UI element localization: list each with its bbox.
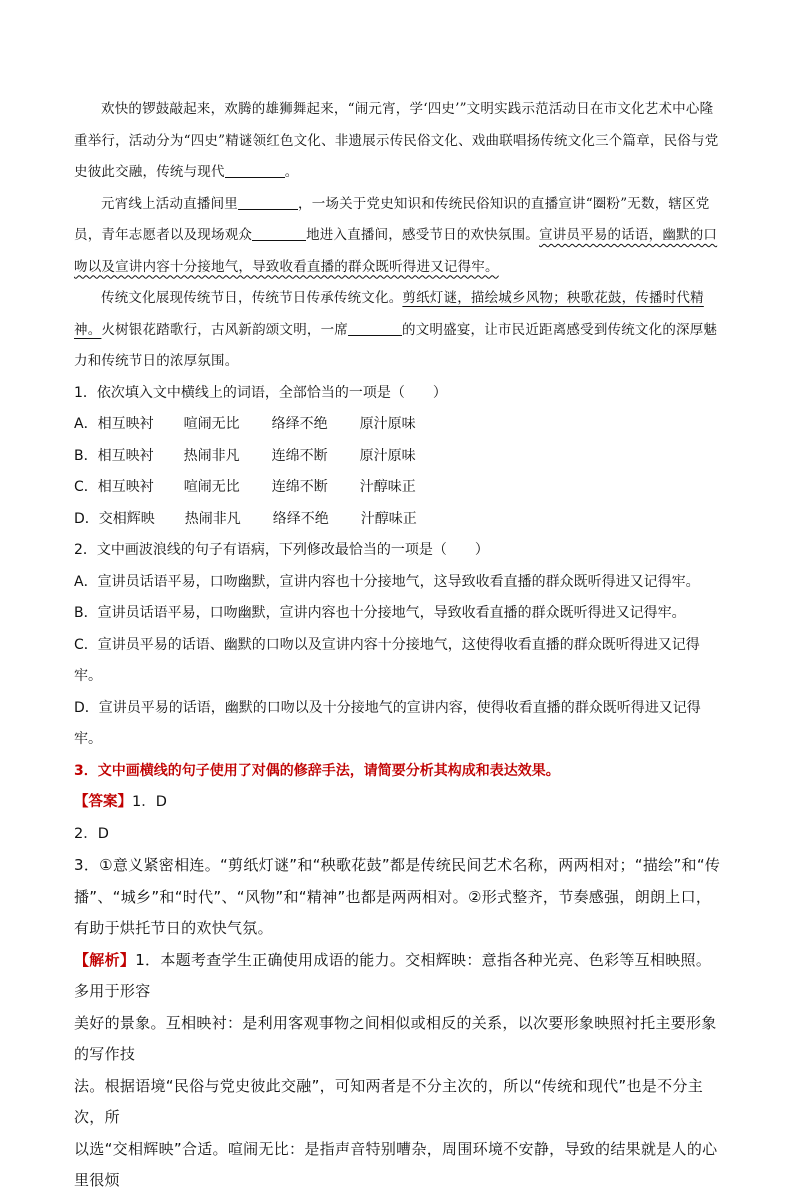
option-letter: C．: [74, 479, 98, 495]
question-2-stem: 2．文中画波浪线的句子有语病，下列修改最恰当的一项是（ ）: [74, 542, 489, 558]
answer-3-line-1: 3．①意义紧密相连。“剪纸灯谜”和“秧歌花鼓”都是传统民间艺术名称，两两相对；“描绘”和“传: [74, 856, 721, 874]
question-2-option-b: B．宣讲员话语平易，口吻幽默，宣讲内容也十分接地气，导致收看直播的群众既听得进又记得牢。: [74, 605, 686, 621]
passage-text: 传统文化展现传统节日，传统节日传承传统文化。: [101, 290, 403, 306]
option-word: 热闹非凡: [183, 447, 240, 464]
passage-text: 。: [284, 164, 299, 180]
document-page: [74, 94, 726, 1197]
analysis-line-3: 法。根据语境“民俗与党史彼此交融”，可知两者是不分主次的，所以“传统和现代”也是不分主次，所: [74, 1076, 703, 1126]
answer-3-line-2: 播”、“城乡”和“时代”、“风物”和“精神”也都是两两相对。②形式整齐，节奏感强，朗朗上口，: [74, 887, 712, 906]
passage-paragraph-2: [74, 189, 726, 284]
option-word: 汁醇味正: [360, 510, 417, 527]
passage-text: 火树银花踏歌行，古风新韵颂文明，一席: [101, 321, 349, 338]
question-3-stem: 3．文中画横线的句子使用了对偶的修辞手法，请简要分析其构成和表达效果。: [74, 762, 560, 779]
option-word: 相互映衬: [97, 416, 154, 432]
wavy-underlined-sentence: 宣讲员平易的话语，幽默的口吻以及宣讲内容十分接地气，导致收看直播的群众既听得进又记得牢。: [74, 227, 718, 275]
fill-blank-2: [238, 195, 298, 210]
question-1-options: [74, 409, 726, 535]
passage-text: 地进入直播间，感受节日的欢快氛围。: [306, 227, 540, 243]
option-word: 喧闹无比: [183, 479, 240, 495]
option-word: 连绵不断: [271, 447, 328, 464]
passage-text: 元宵线上活动直播间里: [101, 195, 238, 212]
option-letter: B．: [74, 447, 98, 464]
option-word: 相互映衬: [97, 447, 154, 464]
underlined-sentence: 剪纸灯谜，描绘城乡风物；秧歌花鼓，传播时代精神。: [74, 290, 704, 338]
analysis-tag: 【解析】: [74, 950, 136, 969]
passage-paragraph-1: [74, 94, 726, 189]
option-word: 相互映衬: [97, 479, 154, 495]
answer-section: [74, 787, 726, 945]
passage-text: 的文明盛宴，让市民近距离感受到传统文化的深厚魅力和传统节日的浓厚氛围。: [74, 321, 718, 369]
question-2-option-a: A．宣讲员话语平易，口吻幽默，宣讲内容也十分接地气，这导致收看直播的群众既听得进又记得牢。: [74, 573, 700, 590]
option-word: 原汁原味: [359, 447, 416, 464]
option-b: [74, 441, 726, 473]
answer-1: 1．D: [132, 794, 167, 810]
passage-text: ，一场关于党史知识和传统民俗知识的直播宣讲“圈粉”无数，辖区党员，青年志愿者以及现场观众: [74, 195, 710, 243]
option-a: [74, 409, 726, 441]
fill-blank-4: [348, 321, 402, 336]
option-c: [74, 472, 726, 504]
option-word: 络绎不绝: [271, 416, 328, 432]
question-1-stem: 1．依次填入文中横线上的词语，全部恰当的一项是（ ）: [74, 384, 447, 401]
option-word: 连绵不断: [271, 479, 328, 495]
option-d: [74, 504, 726, 536]
option-word: 喧闹无比: [183, 416, 240, 432]
option-letter: A．: [74, 416, 98, 432]
analysis-line-4: 以选“交相辉映”合适。喧闹无比：是指声音特别嘈杂，周围环境不安静，导致的结果就是人的心里很烦: [74, 1139, 718, 1189]
answer-2: 2．D: [74, 825, 109, 842]
question-2-option-d: D．宣讲员平易的话语，幽默的口吻以及十分接地气的宣讲内容，使得收看直播的群众既听得进又记得牢。: [74, 699, 701, 747]
analysis-text: 1．本题考查学生正确使用成语的能力。交相辉映：意指各种光亮、色彩等互相映照。多用于形容: [74, 950, 712, 1000]
answer-tag: 【答案】: [74, 794, 132, 810]
passage-text: 欢快的锣鼓敲起来，欢腾的雄狮舞起来，“闹元宵，学‘四史’”文明实践示范活动日在市文化艺术中心隆重举行，活动分为“四史”精谜领红色文化、非遗展示传民俗文化、戏曲联唱扬传统文化三个篇章，民俗与党史彼此交融，传统与现代: [74, 101, 719, 180]
analysis-line-1: [74, 945, 726, 1008]
analysis-line-2: 美好的景象。互相映衬：是利用客观事物之间相似或相反的关系，以次要形象映照衬托主要形象的写作技: [74, 1013, 717, 1063]
analysis-section: [74, 945, 726, 1197]
option-word: 原汁原味: [359, 416, 416, 432]
option-word: 汁醇味正: [359, 479, 416, 495]
option-letter: D．: [74, 510, 99, 527]
option-word: 交相辉映: [98, 510, 155, 527]
answer-line-1: [74, 787, 726, 819]
fill-blank-1: [225, 163, 285, 178]
question-2-option-c: C．宣讲员平易的话语、幽默的口吻以及宣讲内容十分接地气，这使得收看直播的群众既听得进又记得牢。: [74, 636, 700, 684]
passage-paragraph-3: [74, 283, 726, 378]
fill-blank-3: [252, 226, 306, 241]
option-word: 络绎不绝: [272, 510, 329, 527]
answer-3-line-3: 有助于烘托节日的欢快气氛。: [74, 919, 273, 937]
option-word: 热闹非凡: [184, 510, 241, 527]
